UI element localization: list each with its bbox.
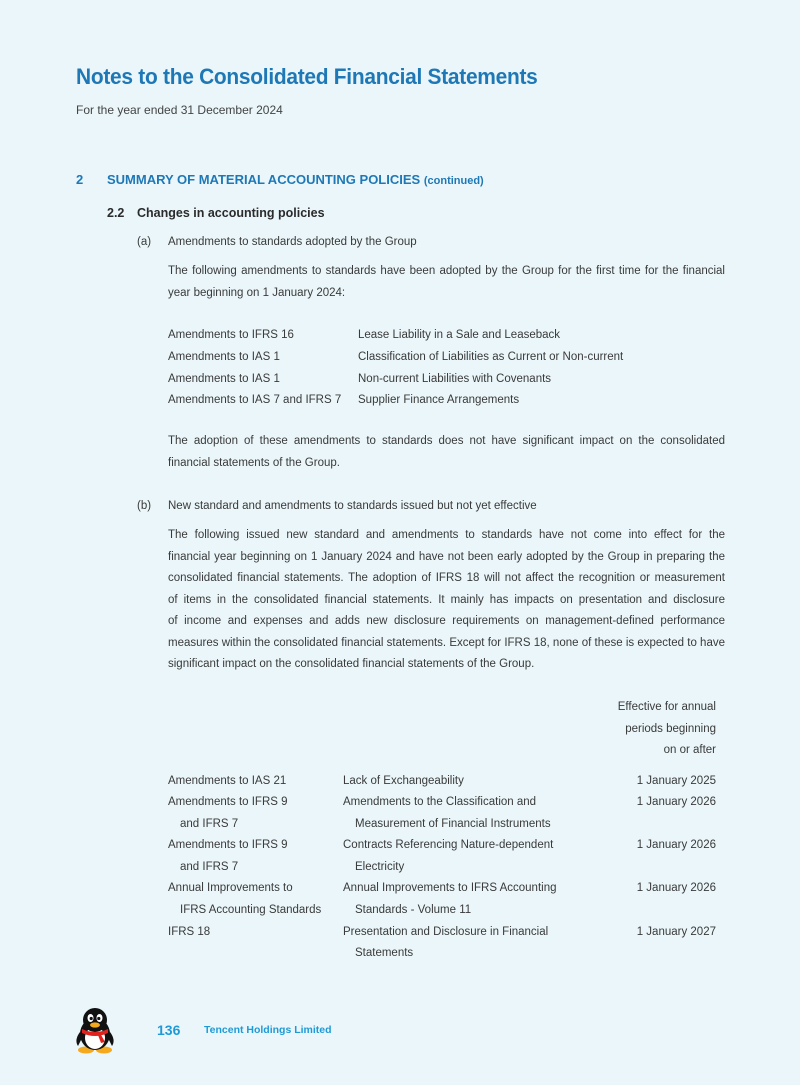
part-a-row-3-subject: Non-current Liabilities with Covenants [358, 373, 552, 385]
subsection-title: Changes in accounting policies [137, 206, 325, 220]
part-a-row-3-standard: Amendments to IAS 1 [168, 373, 280, 385]
page-subtitle: For the year ended 31 December 2024 [76, 103, 283, 117]
effective-date-header-line-2: periods beginning [625, 723, 716, 735]
part-b-row-1-standard: Amendments to IAS 21 [168, 775, 287, 787]
part-a-conclusion [168, 431, 725, 474]
part-b-body-line-3: consolidated financial statements. The adoption of IFRS 18 will not affect the recognition or measurement [168, 572, 725, 584]
part-a-row-4-subject: Supplier Finance Arrangements [358, 394, 520, 406]
part-b-row-5-subject-line-2: Statements [355, 947, 414, 959]
part-a-conclusion-line-2: financial statements of the Group. [168, 456, 340, 469]
part-b-body-line-5: of income and expenses and adds new disclosure requirements on management-defined performance [168, 615, 725, 627]
subsection-number: 2.2 [107, 206, 125, 220]
part-b-row-2-standard-line-1: Amendments to IFRS 9 [168, 796, 288, 808]
section-title-text: SUMMARY OF MATERIAL ACCOUNTING POLICIES [107, 172, 421, 187]
part-b-body [168, 525, 725, 676]
effective-date-header-line-1: Effective for annual [617, 701, 716, 713]
part-a-row-1-subject: Lease Liability in a Sale and Leaseback [358, 329, 561, 341]
part-a-intro-line-1: The following amendments to standards have been adopted by the Group for the first time for the financial [168, 265, 725, 277]
page-title: Notes to the Consolidated Financial Statements [76, 64, 538, 89]
part-b-row-4-date: 1 January 2026 [636, 882, 716, 894]
section-continued-label: (continued) [423, 175, 484, 187]
part-b-body-line-6: measures within the consolidated financial statements. Except for IFRS 18, none of these is expected to have [168, 636, 725, 649]
part-b-row-3-date: 1 January 2026 [636, 839, 716, 851]
part-b-row-2-subject-line-1: Amendments to the Classification and [343, 796, 537, 808]
part-b-body-line-2: financial year beginning on 1 January 2024 and have not been early adopted by the Group in preparing the [168, 550, 725, 563]
page-number: 136 [157, 1022, 181, 1038]
part-a-row-2-subject: Classification of Liabilities as Current or Non-current [358, 351, 624, 363]
part-a-row-4-standard: Amendments to IAS 7 and IFRS 7 [168, 394, 342, 406]
part-b-row-1-subject: Lack of Exchangeability [343, 775, 464, 787]
part-b-row-5-date: 1 January 2027 [636, 926, 716, 938]
part-b-body-line-7: significant impact on the consolidated financial statements of the Group. [168, 658, 535, 670]
part-b-row-2-date: 1 January 2026 [636, 796, 716, 808]
part-b-row-2-standard-line-2: and IFRS 7 [180, 818, 239, 830]
part-a-label: (a) [137, 236, 152, 248]
part-a-row-1-standard: Amendments to IFRS 16 [168, 329, 294, 341]
part-b-row-1-date: 1 January 2025 [636, 775, 716, 787]
part-b-row-4-standard-line-1: Annual Improvements to [168, 882, 293, 894]
part-b-row-3-subject-line-1: Contracts Referencing Nature-dependent [343, 839, 554, 851]
company-name: Tencent Holdings Limited [204, 1024, 332, 1036]
part-b-row-4-subject-line-1: Annual Improvements to IFRS Accounting [343, 882, 557, 894]
section-number: 2 [76, 172, 84, 187]
part-b-row-4-standard-line-2: IFRS Accounting Standards [180, 904, 322, 916]
part-b-row-5-standard: IFRS 18 [168, 926, 211, 938]
part-b-row-2-subject-line-2: Measurement of Financial Instruments [355, 818, 551, 830]
part-b-row-3-standard-line-2: and IFRS 7 [180, 861, 239, 873]
part-b-row-5-subject-line-1: Presentation and Disclosure in Financial [343, 926, 549, 938]
part-a-conclusion-line-1: The adoption of these amendments to standards does not have significant impact on the consolidated [168, 435, 725, 447]
part-a-intro [168, 261, 725, 304]
part-b-heading: New standard and amendments to standards issued but not yet effective [168, 500, 537, 512]
part-b-row-3-subject-line-2: Electricity [355, 861, 405, 873]
part-a-row-2-standard: Amendments to IAS 1 [168, 351, 280, 363]
part-b-label: (b) [137, 500, 152, 512]
part-a-heading: Amendments to standards adopted by the Group [168, 236, 417, 248]
part-b-body-line-1: The following issued new standard and amendments to standards have not come into effect for the [168, 529, 725, 541]
part-b-body-line-4: of items in the consolidated financial statements. It mainly has impacts on presentation and disclosure [168, 593, 725, 606]
section-title [107, 172, 484, 187]
penguin-mascot-icon [74, 1006, 116, 1054]
part-a-intro-line-2: year beginning on 1 January 2024: [168, 286, 346, 299]
part-b-row-3-standard-line-1: Amendments to IFRS 9 [168, 839, 288, 851]
part-b-row-4-subject-line-2: Standards - Volume 11 [355, 904, 472, 916]
effective-date-header-line-3: on or after [663, 744, 716, 756]
